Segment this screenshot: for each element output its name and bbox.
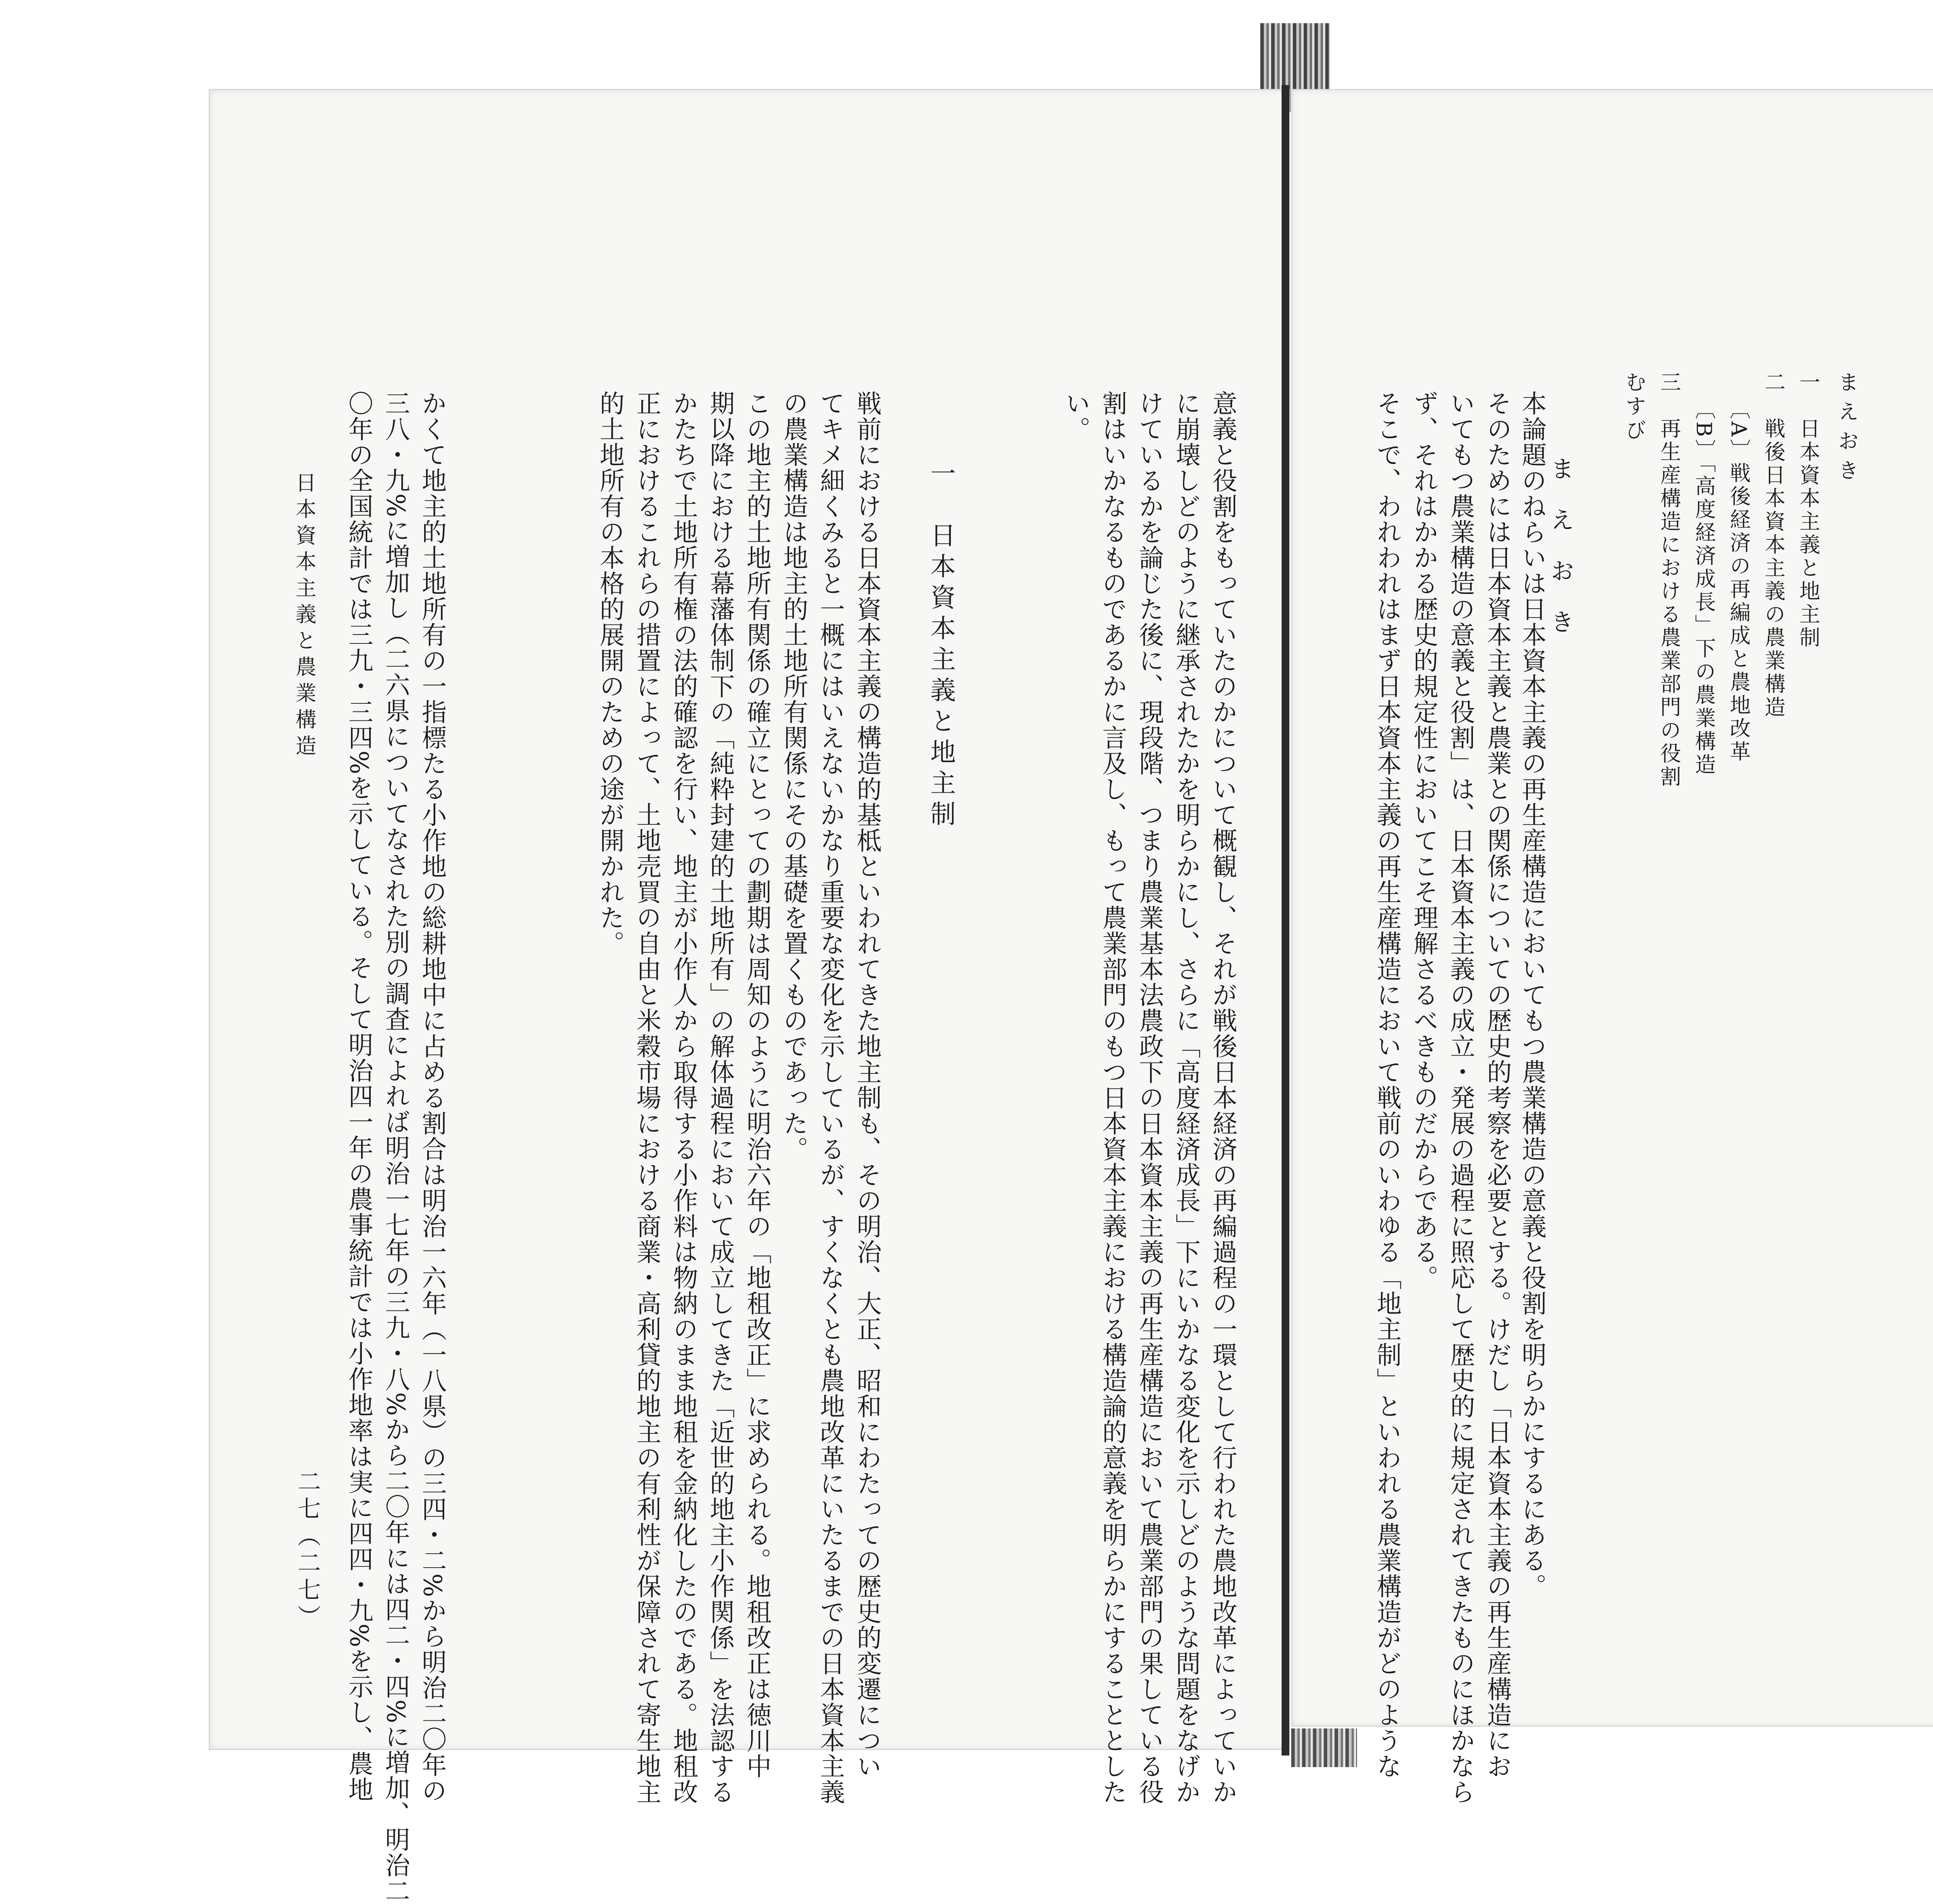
body-line: 本論題のねらいは日本資本主義の再生産構造においてもつ農業構造の意義と役割を明らかにするにある。 bbox=[1517, 391, 1547, 1599]
toc-item: 二 戦後日本資本主義の農業構造 bbox=[1761, 371, 1786, 719]
body-line: 的土地所有の本格的展開のための途が開かれた。 bbox=[595, 391, 625, 956]
body-line: 期以降における幕藩体制下の「純粋封建的土地所有」の解体過程において成立してきた「近世的地主小作関係」を法認する bbox=[706, 391, 735, 1805]
toc-item: 〔B〕「高度経済成長」下の農業構造 bbox=[1692, 398, 1716, 777]
toc-item: むすび bbox=[1622, 371, 1647, 443]
body-line: 〇年の全国統計では三九・三四%を示している。そして明治四一年の農事統計では小作地率は実に四四・九%を示し、農地 bbox=[344, 391, 373, 1803]
body-line: この地主的土地所有関係の確立にとっての劃期は周知のように明治六年の「地租改正」に求められる。地租改正は徳川中 bbox=[742, 391, 772, 1779]
body-line: ず、それはかかる歴史的規定性においてこそ理解さるべきものだからである。 bbox=[1409, 391, 1439, 1291]
toc-item: まえおき bbox=[1835, 371, 1859, 489]
body-line: 意義と役割をもっていたのかについて概観し、それが戦後日本経済の再編過程の一環として行われた農地改革によっていか bbox=[1208, 391, 1238, 1805]
body-line: に崩壊しどのように継承されたかを明らかにし、さらに「高度経済成長」下にいかなる変化を示しどのような問題をなげか bbox=[1171, 391, 1201, 1805]
toc-item: 〔A〕戦後経済の再編成と農地改革 bbox=[1727, 398, 1751, 764]
body-line: 三八・九%に増加し（二六県についてなされた別の調査によれば明治一七年の三九・八%から二〇年には四二・四%に増加、明治二 bbox=[381, 391, 410, 1904]
section-heading-maeoki: まえおき bbox=[1546, 456, 1575, 660]
page-number-left: 二七（二七） bbox=[294, 1469, 321, 1632]
body-line: い。 bbox=[1061, 391, 1091, 442]
body-line: の農業構造は地主的土地所有関係にその基礎を置くものであった。 bbox=[779, 391, 808, 1162]
body-line: 正におけるこれらの措置によって、土地売買の自由と米穀市場における商業・高利貸的地主の有利性が保障されて寄生地主 bbox=[632, 391, 661, 1805]
body-line: そこで、われわれはまず日本資本主義の再生産構造において戦前のいわゆる「地主制」といわれる農業構造がどのような bbox=[1372, 391, 1402, 1779]
body-line: てキメ細くみると一概にはいえないかなり重要な変化を示しているが、すくなくとも農地改革にいたるまでの日本資本主義 bbox=[816, 391, 845, 1805]
toc-item: 三 再生産構造における農業部門の役割 bbox=[1657, 371, 1681, 789]
page-gutter bbox=[1282, 85, 1289, 1756]
toc-item: 一 日本資本主義と地主制 bbox=[1796, 371, 1820, 650]
body-line: 戦前における日本資本主義の構造的基柢といわれてきた地主制も、その明治、大正、昭和にわたっての歴史的変遷につい bbox=[852, 391, 882, 1779]
running-head: 日本資本主義と農業構造 bbox=[292, 472, 317, 761]
section-heading-1: 一 日本資本主義と地主制 bbox=[926, 460, 956, 831]
body-line: かたちで土地所有権の法的確認を行い、地主が小作人から取得する小作料は物納のまま地租を金納化したのである。地租改 bbox=[669, 391, 698, 1805]
body-line: かくて地主的土地所有の一指標たる小作地の総耕地中に占める割合は明治一六年（一八県）の三四・二%から明治二〇年の bbox=[418, 391, 447, 1804]
body-line: そのためには日本資本主義と農業との関係についての歴史的考察を必要とする。けだし「日本資本主義の再生産構造にお bbox=[1483, 391, 1512, 1779]
body-line: けているかを論じた後に、現段階、つまり農業基本法農政下の日本資本主義の再生産構造において農業部門の果している役 bbox=[1135, 391, 1164, 1805]
scan-binding-bottom bbox=[1291, 1728, 1357, 1767]
body-line: いてもつ農業構造の意義と役割」は、日本資本主義の成立・発展の過程に照応して歴史的に規定されてきたものにほかなら bbox=[1446, 391, 1475, 1805]
body-line: 割はいかなるものであるかに言及し、もって農業部門のもつ日本資本主義における構造論的意義を明らかにすることとした bbox=[1098, 391, 1127, 1805]
